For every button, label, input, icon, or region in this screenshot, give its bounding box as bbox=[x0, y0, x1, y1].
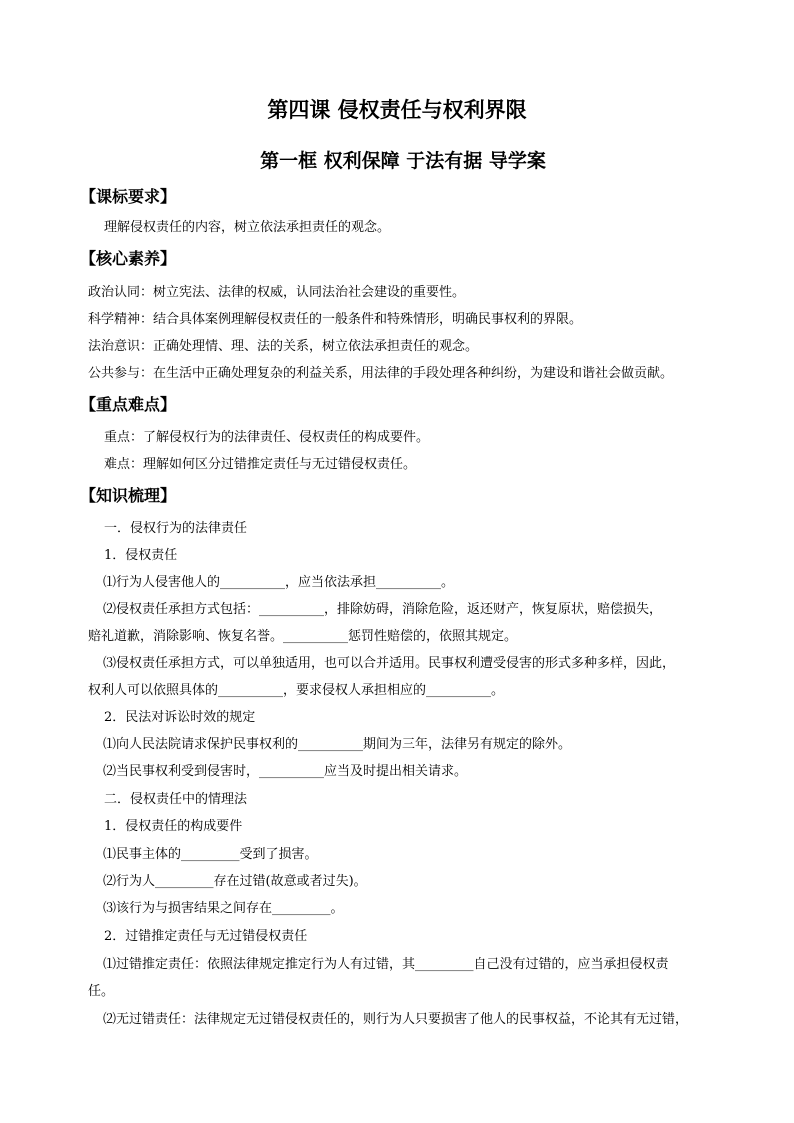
item-1-2-line-1: ⑵侵权责任承担方式包括：__________，排除妨碍，消除危险，返还财产，恢复原状，赔偿损失， bbox=[103, 602, 663, 617]
item-2-2: ⑵当民事权利受到侵害时，__________应当及时提出相关请求。 bbox=[103, 764, 468, 779]
part-two-heading: 二．侵权责任中的情理法 bbox=[104, 792, 248, 807]
hexin-line-4: 公共参与：在生活中正确处理复杂的利益关系，用法律的手段处理各种纠纷，为建设和谐社会做贡献。 bbox=[88, 366, 674, 381]
item-b1-3: ⑶该行为与损害结果之间存在_________。 bbox=[103, 901, 344, 916]
item-2-heading: 2．民法对诉讼时效的规定 bbox=[104, 710, 256, 725]
hexin-line-2: 科学精神：结合具体案例理解侵权责任的一般条件和特殊情形，明确民事权利的界限。 bbox=[88, 312, 583, 327]
item-b2-2-line-1: ⑵无过错责任：法律规定无过错侵权责任的，则行为人只要损害了他人的民事权益，不论其有无过错， bbox=[103, 1012, 689, 1027]
zhongdian-line-1: 重点：了解侵权行为的法律责任、侵权责任的构成要件。 bbox=[104, 430, 430, 445]
lesson-title: 第四课 侵权责任与权利界限 bbox=[267, 97, 527, 122]
item-b2-1-line-2: 任。 bbox=[88, 984, 115, 999]
item-1-heading: 1．侵权责任 bbox=[104, 548, 178, 563]
item-b1-1: ⑴民事主体的_________受到了损害。 bbox=[103, 847, 318, 862]
item-1-1: ⑴行为人侵害他人的__________，应当依法承担__________。 bbox=[103, 575, 455, 590]
part-one-heading: 一．侵权行为的法律责任 bbox=[104, 521, 248, 536]
hexin-line-3: 法治意识：正确处理情、理、法的关系，树立依法承担责任的观念。 bbox=[88, 339, 479, 354]
item-b1-2: ⑵行为人_________存在过错(故意或者过失)。 bbox=[103, 874, 367, 889]
lesson-subtitle: 第一框 权利保障 于法有据 导学案 bbox=[260, 150, 546, 172]
item-2-1: ⑴向人民法院请求保护民事权利的__________期间为三年，法律另有规定的除外。 bbox=[103, 737, 572, 752]
item-1-2-line-2: 赔礼道歉，消除影响、恢复名誉。__________惩罚性赔偿的，依照其规定。 bbox=[88, 629, 518, 644]
item-1-3-line-2: 权利人可以依照具体的__________，要求侵权人承担相应的__________。 bbox=[88, 683, 505, 698]
section-heading-zhongdian: 【重点难点】 bbox=[80, 395, 177, 414]
zhongdian-line-2: 难点：理解如何区分过错推定责任与无过错侵权责任。 bbox=[104, 457, 417, 472]
section-heading-hexin: 【核心素养】 bbox=[80, 249, 177, 268]
item-b2-1-line-1: ⑴过错推定责任：依照法律规定推定行为人有过错，其_________自己没有过错的，应当承担侵权责 bbox=[103, 957, 669, 972]
item-b2-heading: 2．过错推定责任与无过错侵权责任 bbox=[104, 929, 308, 944]
kebiao-text: 理解侵权责任的内容，树立依法承担责任的观念。 bbox=[104, 220, 391, 235]
item-1-3-line-1: ⑶侵权责任承担方式，可以单独适用，也可以合并适用。民事权利遭受侵害的形式多种多样，因此， bbox=[103, 656, 676, 671]
hexin-line-1: 政治认同：树立宪法、法律的权威，认同法治社会建设的重要性。 bbox=[88, 285, 466, 300]
item-b1-heading: 1．侵权责任的构成要件 bbox=[104, 819, 243, 834]
section-heading-kebiao: 【课标要求】 bbox=[80, 187, 177, 206]
section-heading-zhishi: 【知识梳理】 bbox=[80, 486, 177, 505]
